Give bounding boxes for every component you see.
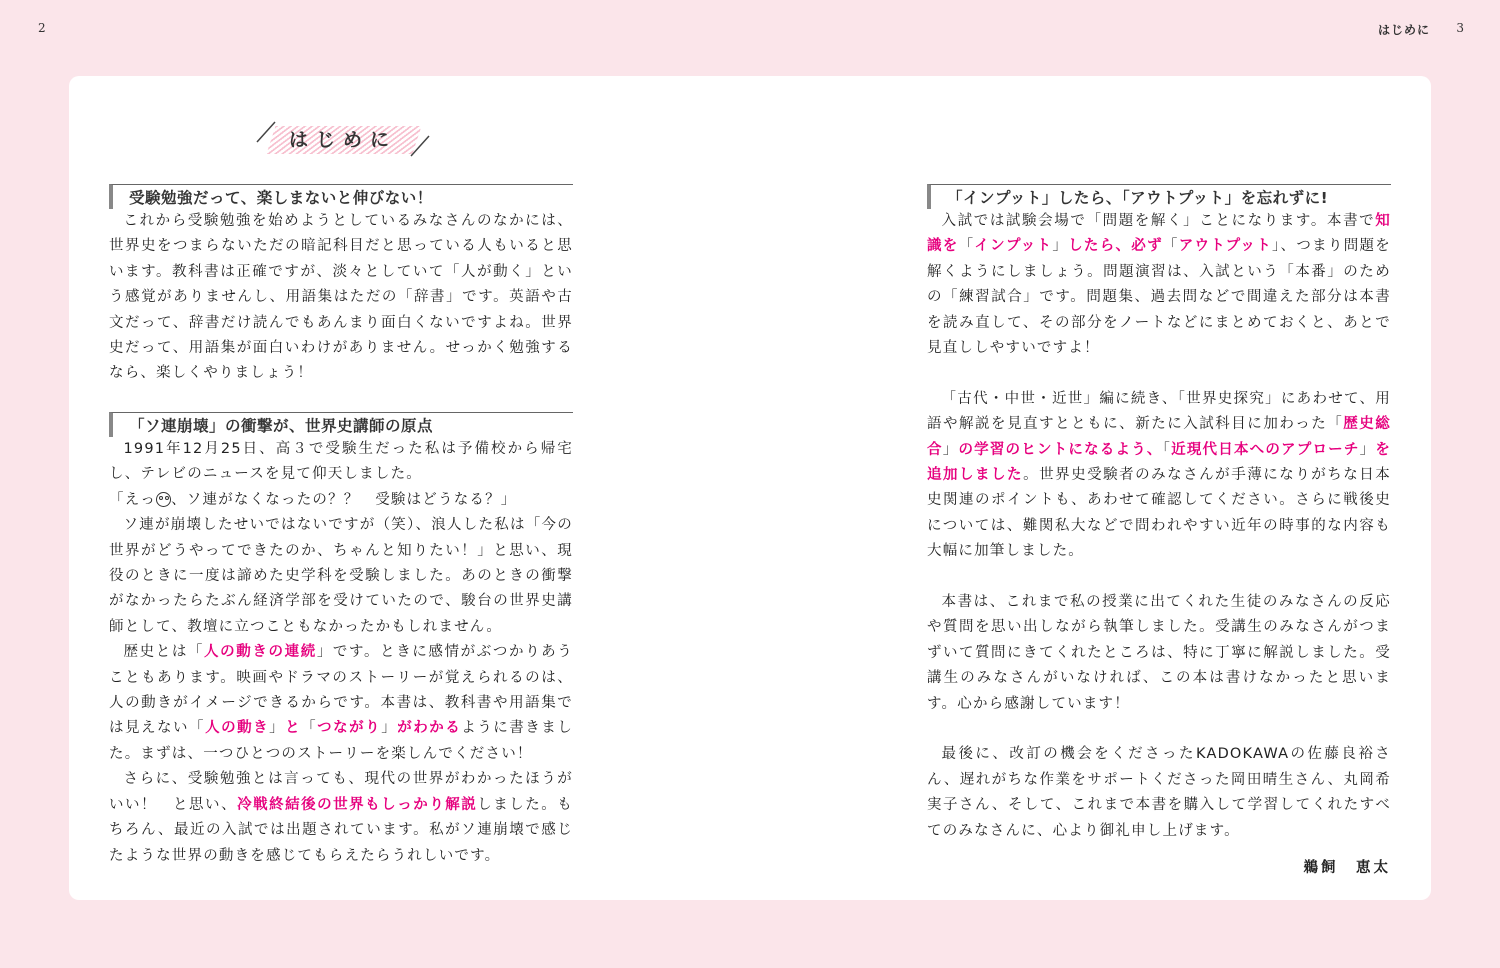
highlight-text: の学習のヒントになるよう、: [958, 441, 1163, 458]
right-page-number: 3: [1456, 21, 1464, 35]
highlight-text: 近現代日本へのアプローチ: [1171, 441, 1360, 458]
title-text: はじめに: [289, 129, 398, 151]
section-heading-1: 受験勉強だって、楽しまないと伸びない！: [109, 184, 573, 209]
paragraph: 「古代・中世・近世」編に続き、「世界史探究」にあわせて、用語や解説を見直すとともに、新たに入試科目に加わった「歴史総合」の学習のヒントになるよう、「近現代日本へのアプローチ」を追加しました。世界史受験者のみなさんが手薄になりがちな日本史関連のポイントも、あわせて確認してください。さらに戦後史については、難関私大などで問われやすい近年の時事的な内容も大幅に加筆しました。: [927, 390, 1392, 560]
paragraph: 歴史とは「人の動きの連続」です。ときに感情がぶつかりあうこともあります。映画やドラマのストーリーが覚えられるのは、人の動きがイメージできるからです。本書は、教科書や用語集では見えない「人の動き」と「つながり」がわかるように書きました。まずは、一つひとつのストーリーを楽しんでください！: [109, 644, 574, 762]
section-heading-3: 「インプット」したら、「アウトプット」を忘れずに!: [927, 184, 1391, 209]
highlight-text: 人の動き: [205, 720, 270, 737]
surprised-face-icon: [156, 492, 171, 507]
highlight-text: がわかる: [397, 720, 462, 737]
paragraph: さらに、受験勉強とは言っても、現代の世界がわかったほうがいい！ と思い、冷戦終結後の世界もしっかり解説しました。もちろん、最近の入試では出題されています。私がソ連崩壊で感じたような世界の動きを感じてもらえたらうれしいです。: [109, 771, 574, 864]
slash-decoration-right-icon: [409, 134, 433, 158]
content-sheet: [69, 76, 1431, 900]
highlight-text: 知識を: [927, 213, 1391, 255]
highlight-text: 人の動きの連続: [204, 644, 317, 661]
highlight-text: 冷戦終結後の世界もしっかり解説: [237, 796, 478, 813]
highlight-text: アウトプット: [1178, 238, 1273, 255]
left-page-number: 2: [38, 21, 46, 35]
paragraph: 最後に、改訂の機会をくださったKADOKAWAの佐藤良裕さん、遅れがちな作業をサポートくださった岡田晴生さん、丸岡希実子さん、そして、これまで本書を購入して学習してくれたすべてのみなさんに、心より御礼申し上げます。: [927, 746, 1391, 839]
highlight-text: と: [285, 720, 302, 737]
running-head: はじめに: [1377, 23, 1430, 37]
author-signature: 鵜飼 恵太: [1303, 859, 1391, 877]
highlight-text: つながり: [317, 720, 382, 737]
highlight-text: 歴史総合: [927, 416, 1391, 458]
paragraph: 入試では試験会場で「問題を解く」ことになります。本書で知識を「インプット」したら、必ず「アウトプット」、つまり問題を解くようにしましょう。問題演習は、入試という「本番」のための「練習試合」です。問題集、過去問などで間違えた部分は本書を読み直して、その部分をノートなどにまとめておくと、あとで見直ししやすいですよ！: [927, 213, 1392, 357]
highlight-text: インプット: [974, 238, 1053, 255]
paragraph: ソ連が崩壊したせいではないですが（笑）、浪人した私は「今の世界がどうやってできたのか、ちゃんと知りたい！」と思い、現役のときに一度は諦めた史学科を受験しました。あのときの衝撃がなかったらたぶん経済学部を受けていたので、駿台の世界史講師として、教壇に立つこともなかったかもしれません。: [109, 517, 573, 635]
paragraph: 本書は、これまで私の授業に出てくれた生徒のみなさんの反応や質問を思い出しながら執筆しました。受講生のみなさんがつまずいて質問にきてくれたところは、特に丁寧に解説しました。受講生のみなさんがいなければ、この本は書けなかったと思います。心から感謝しています！: [927, 594, 1391, 712]
paragraph: 「えっ 、ソ連がなくなったの？？ 受験はどうなる？」: [109, 491, 517, 508]
paragraph: 1991年12月25日、高３で受験生だった私は予備校から帰宅し、テレビのニュースを見て仰天しました。: [109, 441, 573, 483]
highlight-text: を追加しました: [927, 441, 1392, 484]
paragraph: これから受験勉強を始めようとしているみなさんのなかには、世界史をつまらないただの暗記科目だと思っている人もいると思います。教科書は正確ですが、淡々としていて「人が動く」という感覚がありませんし、用語集はただの「辞書」です。英語や古文だって、辞書だけ読んでもあんまり面白くないですよね。世界史だって、用語集が面白いわけがありません。せっかく勉強するなら、楽しくやりましょう！: [109, 213, 573, 382]
chapter-title: [259, 120, 459, 162]
highlight-text: したら、必ず: [1068, 238, 1163, 255]
section-heading-2: 「ソ連崩壊」の衝撃が、世界史講師の原点: [109, 412, 573, 437]
